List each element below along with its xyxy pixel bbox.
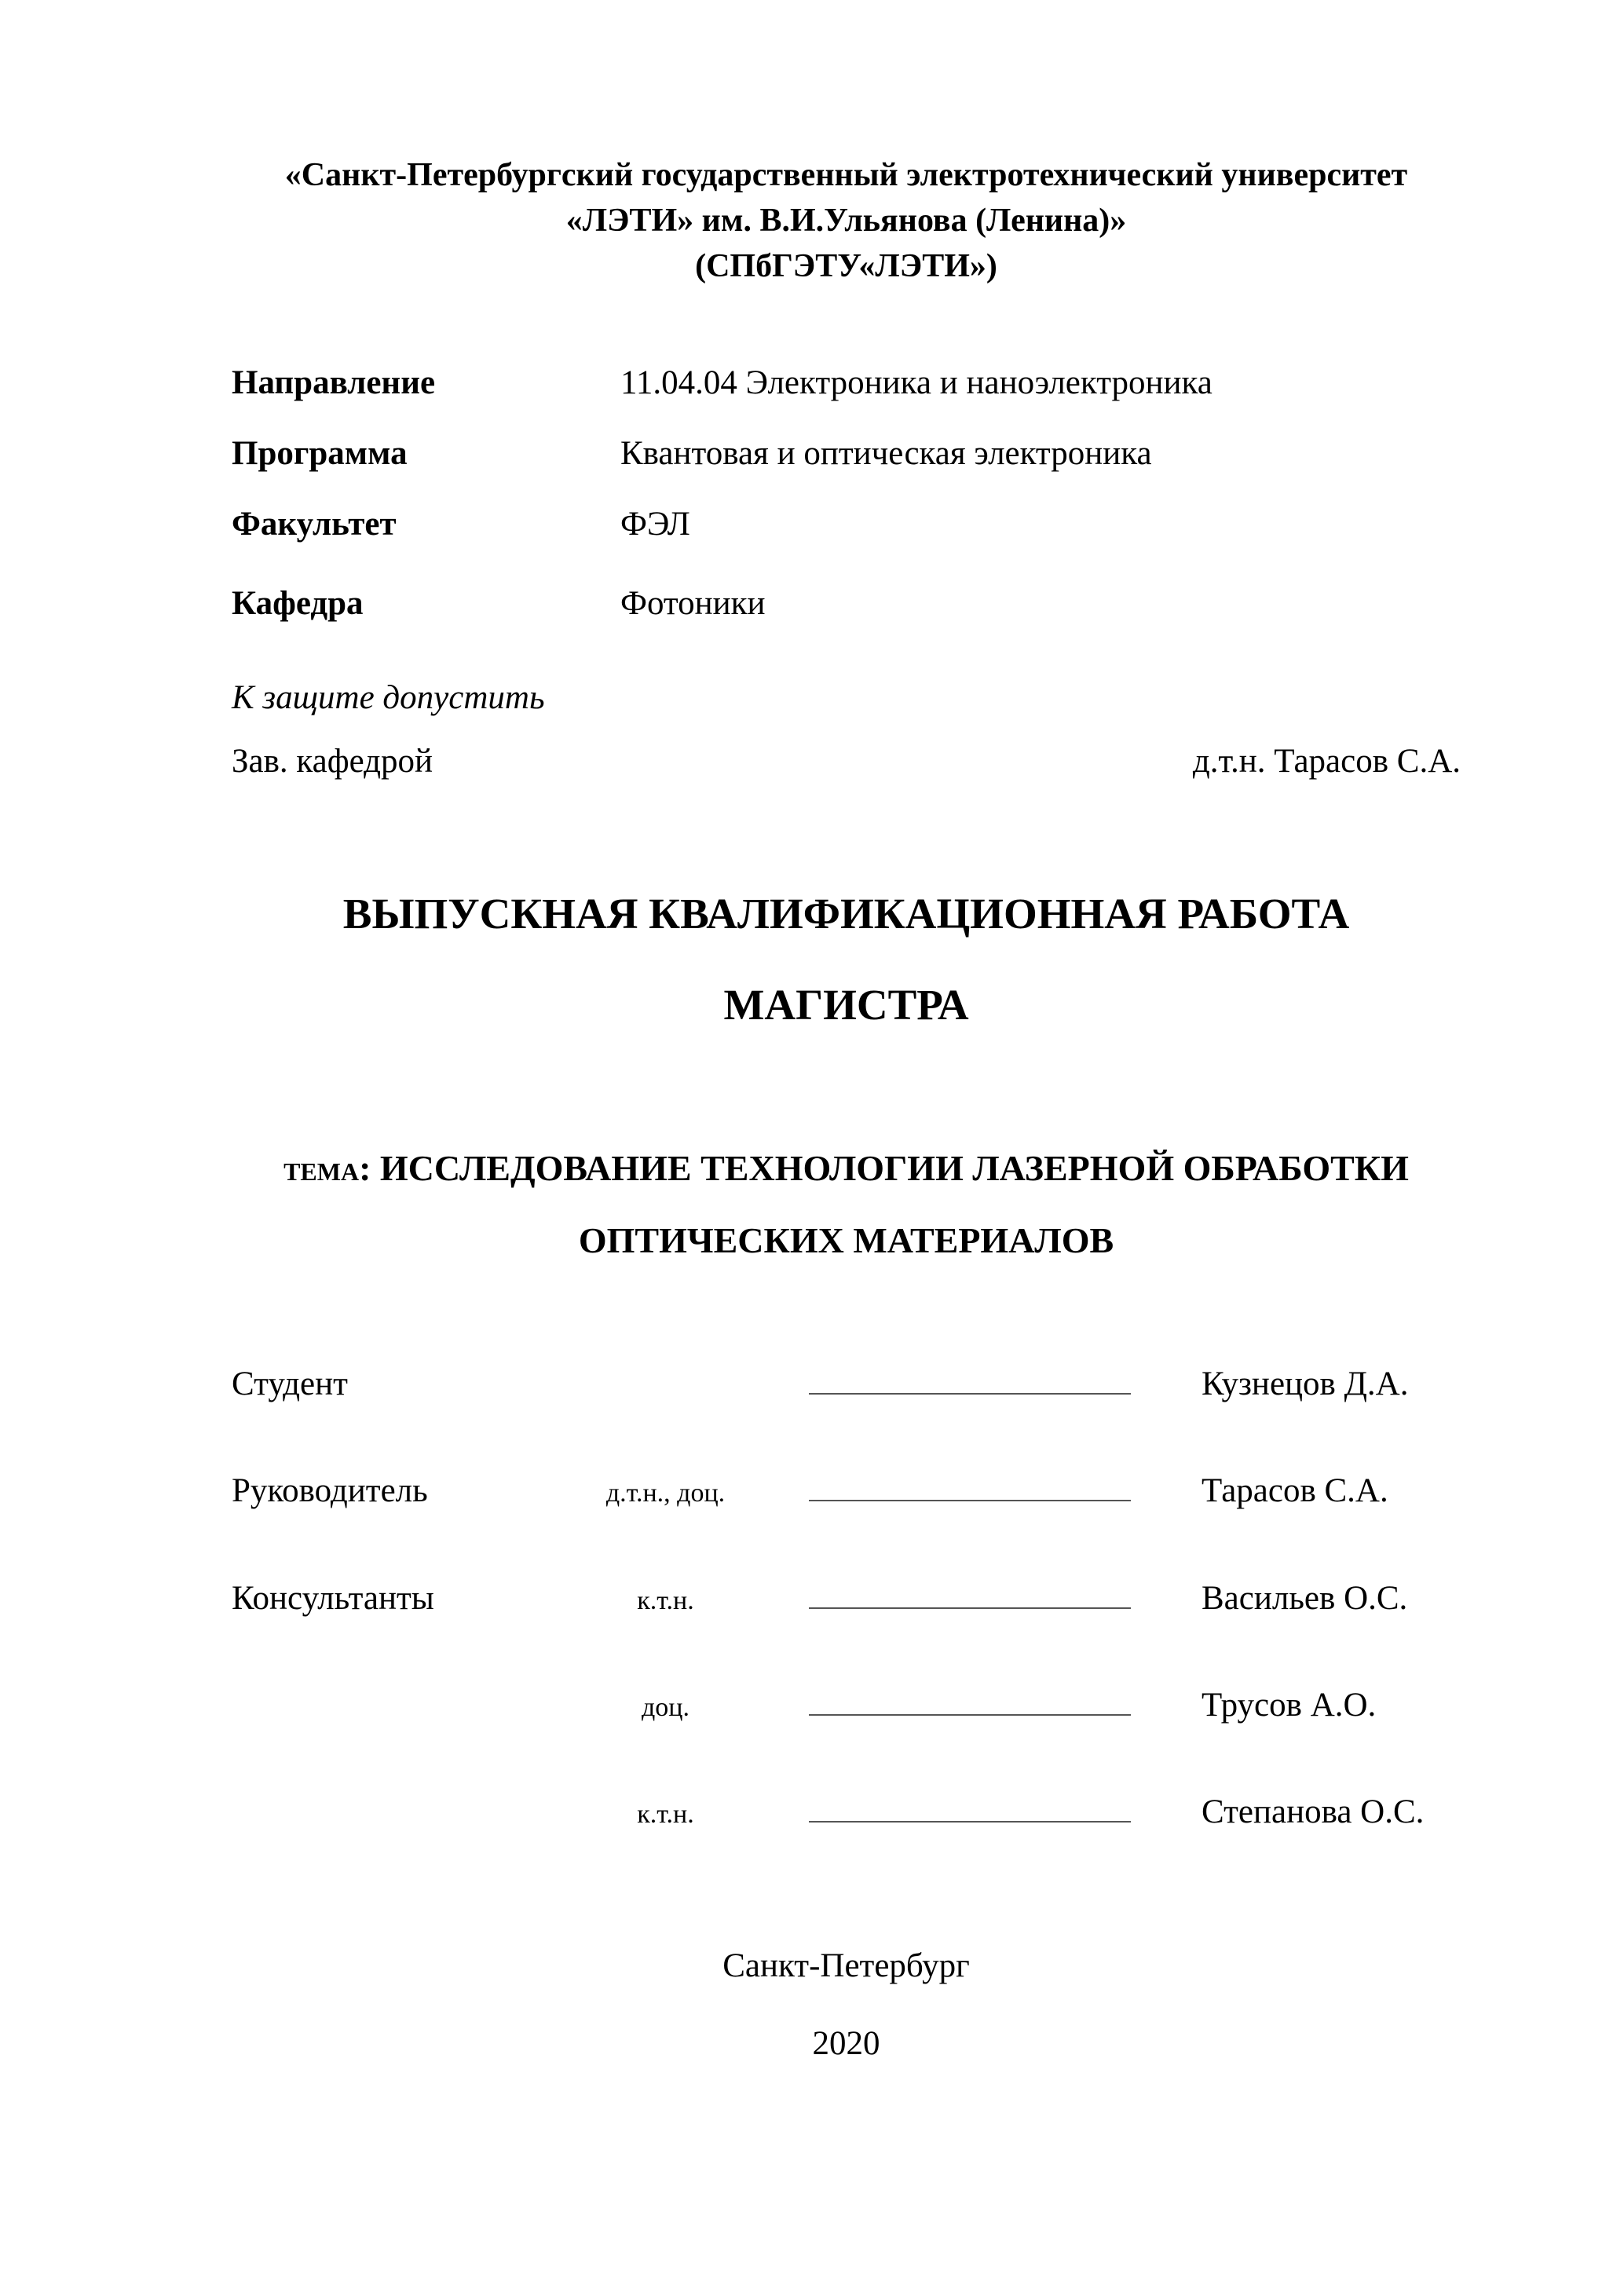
signature-role: Консультанты xyxy=(232,1579,434,1617)
signature-line xyxy=(809,1683,1131,1716)
field-row-faculty xyxy=(232,506,1461,543)
field-label-department: Кафедра xyxy=(232,584,364,622)
program-fields xyxy=(232,364,1461,622)
admission-position: Зав. кафедрой xyxy=(232,743,433,781)
document-title xyxy=(232,868,1461,1050)
signature-degree: доц. xyxy=(642,1692,689,1722)
admission-statement: К защите допустить xyxy=(232,679,545,717)
thesis-topic xyxy=(232,1132,1461,1277)
signature-degree: д.т.н., доц. xyxy=(605,1479,726,1508)
signature-degree: к.т.н. xyxy=(637,1585,694,1615)
footer xyxy=(232,1947,1461,2063)
signature-role: Студент xyxy=(232,1366,348,1403)
signature-role: Руководитель xyxy=(232,1472,428,1510)
signature-line xyxy=(809,1468,1131,1501)
topic-label: тема: xyxy=(283,1148,371,1189)
document-title-line-1: ВЫПУСКНАЯ КВАЛИФИКАЦИОННАЯ РАБОТА xyxy=(342,890,1350,938)
field-value-direction: 11.04.04 Электроника и наноэлектроника xyxy=(620,364,1213,401)
signature-degree: к.т.н. xyxy=(637,1800,694,1830)
signature-row-supervisor xyxy=(232,1468,1461,1509)
signature-row-student xyxy=(232,1362,1461,1402)
signature-line-column xyxy=(809,1683,1202,1724)
signature-row-consultant-2 xyxy=(232,1683,1461,1724)
signature-row-consultant-3 xyxy=(232,1790,1461,1830)
field-value-program: Квантовая и оптическая электроника xyxy=(620,435,1152,473)
topic-text-line-2: ОПТИЧЕСКИХ МАТЕРИАЛОВ xyxy=(578,1220,1114,1261)
signature-line xyxy=(809,1576,1131,1609)
signature-name: Тарасов С.А. xyxy=(1202,1472,1388,1510)
document-title-line-2: МАГИСТРА xyxy=(723,980,969,1029)
admission-block xyxy=(232,678,1461,781)
field-row-direction xyxy=(232,364,1461,401)
field-value-faculty: ФЭЛ xyxy=(620,506,690,543)
signature-line-column xyxy=(809,1362,1202,1402)
field-value-department: Фотоники xyxy=(620,584,766,622)
signature-line-column xyxy=(809,1468,1202,1509)
signature-line xyxy=(809,1790,1131,1823)
signature-name: Трусов А.О. xyxy=(1202,1686,1377,1724)
field-label-program: Программа xyxy=(232,435,408,473)
signature-line-column xyxy=(809,1576,1202,1617)
footer-year: 2020 xyxy=(812,2025,880,2063)
field-label-direction: Направление xyxy=(232,364,436,401)
signature-name: Степанова О.С. xyxy=(1202,1793,1425,1831)
signature-name: Кузнецов Д.А. xyxy=(1202,1366,1409,1403)
thesis-topic-line-1 xyxy=(232,1132,1461,1205)
signature-row-consultant-1 xyxy=(232,1576,1461,1617)
signature-line xyxy=(809,1362,1131,1395)
field-row-program xyxy=(232,435,1461,472)
field-row-department xyxy=(232,585,1461,622)
field-label-faculty: Факультет xyxy=(232,506,397,543)
university-name-line-1: «Санкт-Петербургский государственный электротехнический университет xyxy=(284,157,1408,193)
admission-row xyxy=(232,742,1461,781)
university-header xyxy=(232,153,1461,290)
topic-text-line-1: ИССЛЕДОВАНИЕ ТЕХНОЛОГИИ ЛАЗЕРНОЙ ОБРАБОТКИ xyxy=(379,1148,1409,1189)
footer-city: Санкт-Петербург xyxy=(722,1947,970,1984)
signature-line-column xyxy=(809,1790,1202,1830)
signature-name: Васильев О.С. xyxy=(1202,1579,1408,1617)
university-abbreviation: (СПбГЭТУ«ЛЭТИ») xyxy=(695,247,997,284)
admission-approver: д.т.н. Тарасов С.А. xyxy=(1192,743,1461,781)
signature-block xyxy=(232,1362,1461,1830)
university-name-line-2: «ЛЭТИ» им. В.И.Ульянова (Ленина)» xyxy=(565,202,1127,239)
